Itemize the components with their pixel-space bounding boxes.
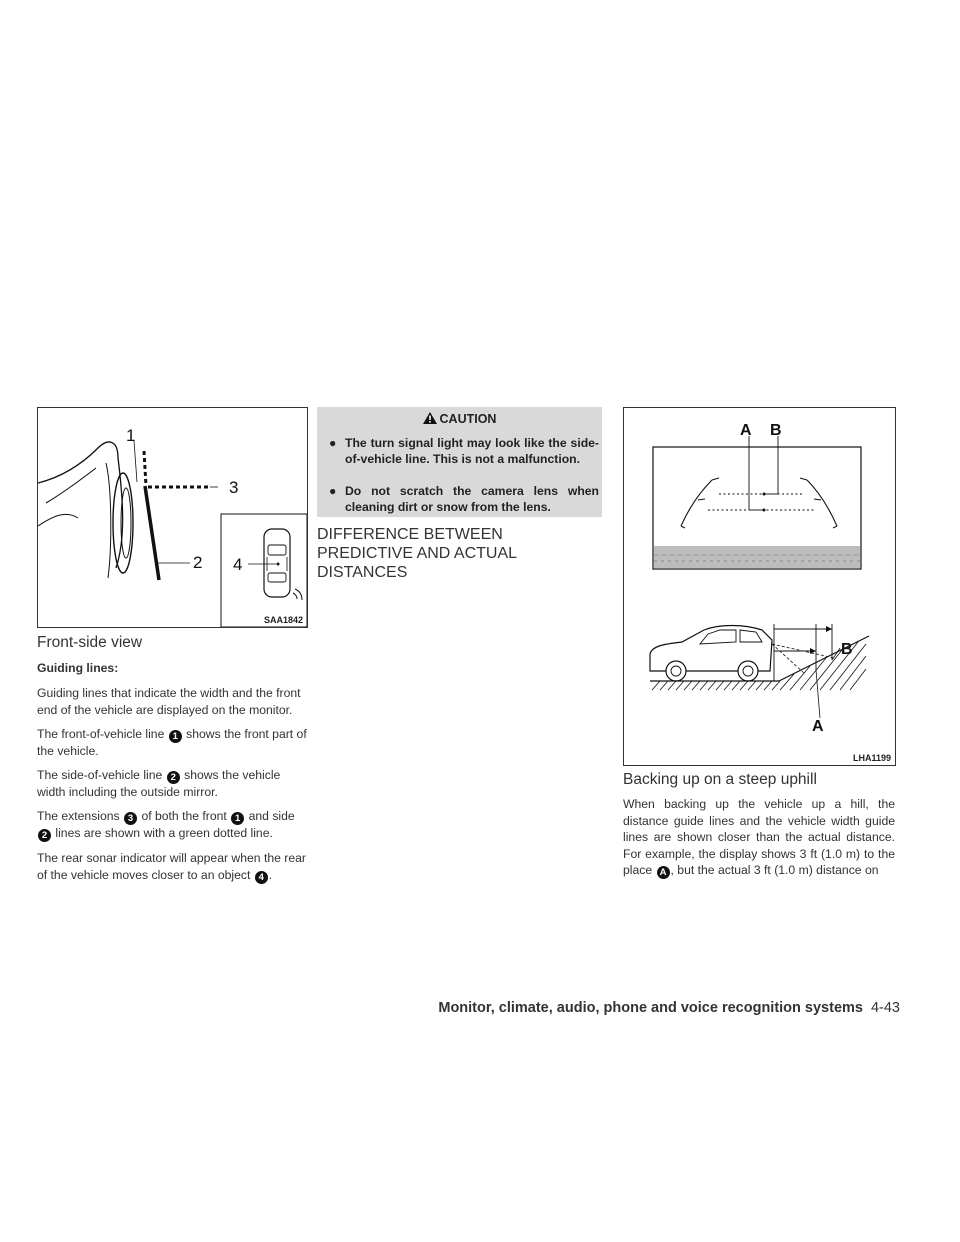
front-side-view-figure [37, 407, 308, 628]
callout-B: B [770, 422, 782, 439]
text: shows the front part of the vehicle. [37, 727, 307, 758]
warning-icon [423, 412, 437, 424]
text: The front-of-vehicle line [37, 727, 165, 741]
callout-4: 4 [233, 555, 243, 574]
caution-item [329, 436, 599, 467]
page-number: 4-43 [870, 1000, 900, 1016]
caution-box [317, 407, 602, 517]
uphill-paragraph [623, 796, 895, 879]
uphill-illustration [624, 408, 895, 765]
text: The rear sonar indicator will appear when the rear of the vehicle moves closer to an object [37, 851, 306, 882]
callout-number: 4 [255, 871, 268, 884]
guiding-lines-title: Guiding lines: [37, 661, 119, 675]
front-line-paragraph [37, 726, 307, 760]
text: The side-of-vehicle line [37, 768, 163, 782]
text: shows the vehicle width including the outside mirror. [37, 768, 281, 799]
page-footer [438, 1000, 900, 1016]
caution-item-text: Do not scratch the camera lens when cleaning dirt or snow from the lens. [345, 484, 599, 514]
side-line-paragraph [37, 767, 307, 801]
text: When backing up the vehicle up a hill, the distance guide lines and the vehicle width guide lines are shown closer than the actual distance. For example, the display shows 3 ft (1.0 m) to the place [623, 797, 895, 877]
text: and side [248, 809, 295, 823]
text: of both the front [141, 809, 227, 823]
bullet: ● [329, 484, 337, 498]
callout-A-lower: A [812, 718, 824, 735]
caution-item [329, 484, 599, 515]
difference-heading: DIFFERENCE BETWEEN PREDICTIVE AND ACTUAL DISTANCES [317, 526, 517, 581]
callout-2: 2 [193, 553, 203, 572]
text: . [268, 867, 273, 882]
caution-label: CAUTION [439, 412, 497, 426]
bullet: ● [329, 436, 337, 450]
figure-code: LHA1199 [852, 753, 891, 763]
callout-number: 2 [167, 771, 180, 784]
callout-number: 2 [38, 829, 51, 842]
callout-3: 3 [229, 478, 239, 497]
text: , but the actual 3 ft (1.0 m) distance on [670, 863, 879, 877]
uphill-heading: Backing up on a steep uphill [623, 771, 817, 788]
callout-number: 1 [231, 812, 244, 825]
figure-code: SAA1842 [263, 615, 303, 625]
callout-B-lower: B [841, 641, 853, 658]
sonar-paragraph [37, 850, 307, 884]
callout-number: 1 [169, 730, 182, 743]
uphill-figure [623, 407, 896, 766]
footer-title: Monitor, climate, audio, phone and voice recognition systems [438, 1000, 863, 1016]
caution-title [317, 412, 602, 426]
front-side-view-heading: Front-side view [37, 634, 143, 651]
text: The extensions [37, 809, 120, 823]
callout-number: 3 [124, 812, 137, 825]
extensions-paragraph [37, 808, 307, 842]
callout-letter: A [657, 866, 670, 879]
front-side-illustration [38, 408, 307, 627]
text: lines are shown with a green dotted line. [55, 826, 273, 840]
guiding-lines-paragraph: Guiding lines that indicate the width and the front end of the vehicle are displayed on the monitor. [37, 686, 301, 717]
caution-item-text: The turn signal light may look like the side-of-vehicle line. This is not a malfunction. [345, 436, 599, 466]
callout-A: A [740, 422, 752, 439]
callout-1: 1 [126, 426, 136, 445]
